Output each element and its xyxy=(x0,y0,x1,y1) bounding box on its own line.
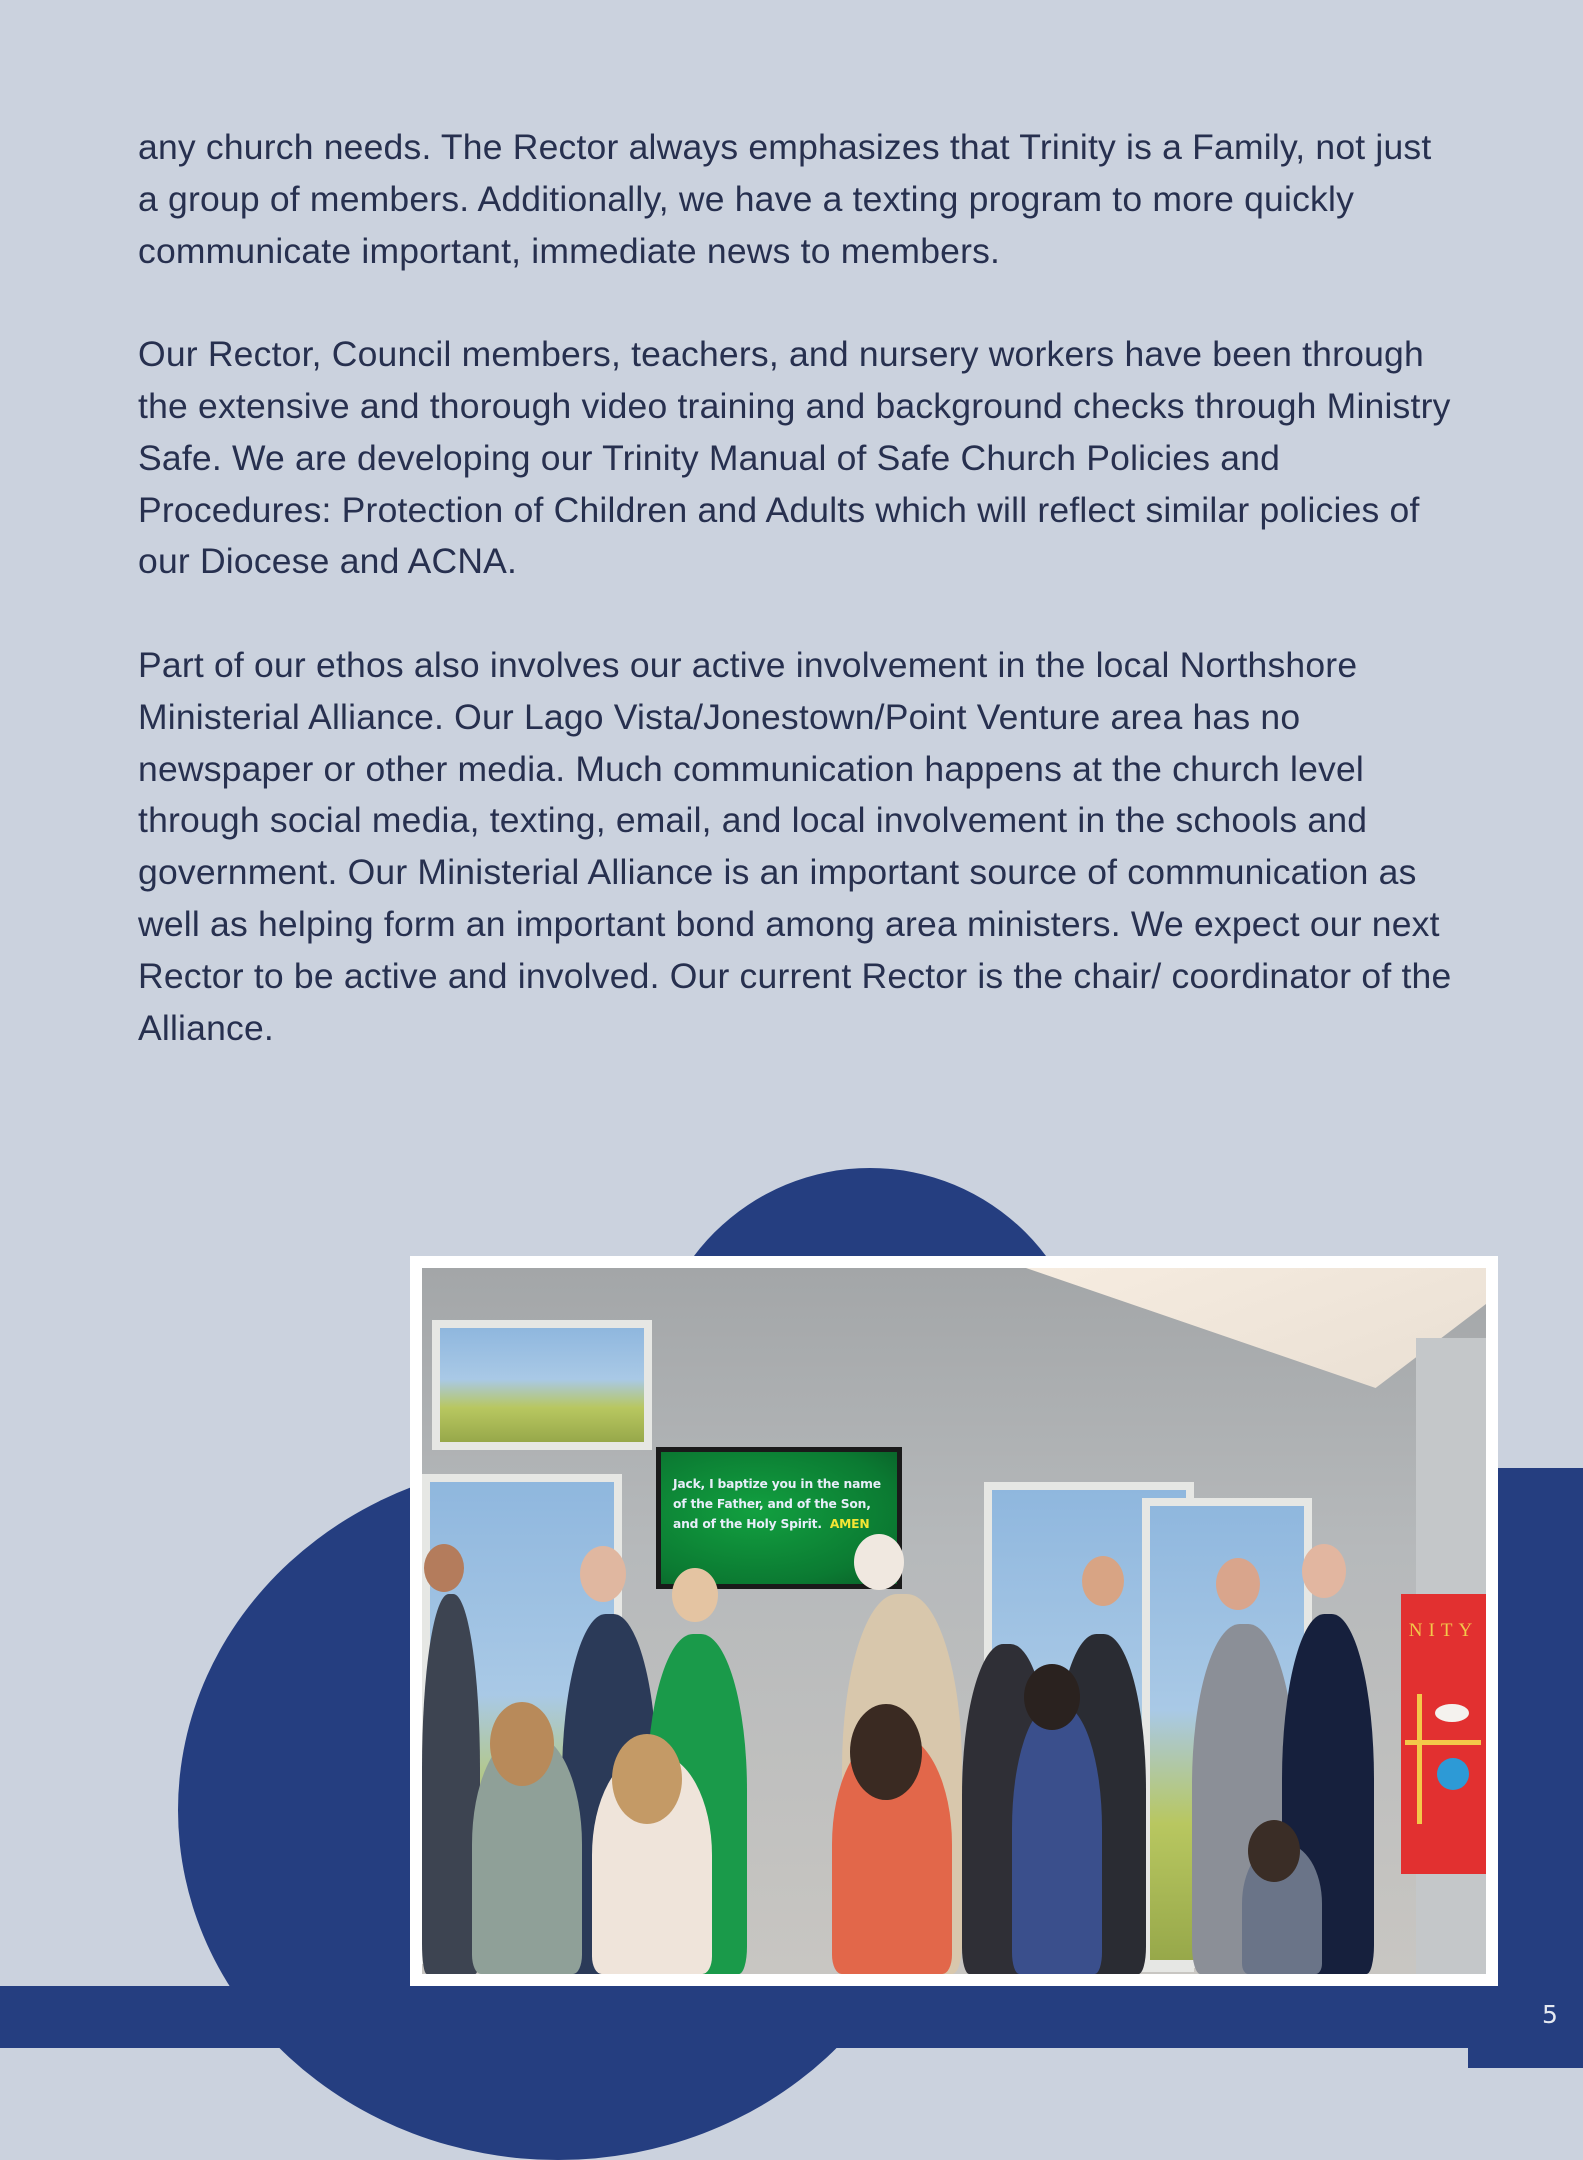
paragraph-ministerial-alliance: Part of our ethos also involves our active involvement in the local Northshore Ministerial Alliance. Our Lago Vista/Jonestown/Point Venture area has no newspaper or other media. Much communication happens at the church level through social media, texting, email, and local involvement in the schools and government. Our Ministerial Alliance is an important source of communication as well as helping form an important bond among area ministers. We expect our next Rector to be active and involved. Our current Rector is the chair/ coordinator of the Alliance. xyxy=(138,644,1452,1048)
paragraph-safe-church: Our Rector, Council members, teachers, and nursery workers have been through the extensive and thorough video training and background checks through Ministry Safe. We are developing our Trinity Manual of Safe Church Policies and Procedures: Protection of Children and Adults which will reflect similar policies of our Diocese and ACNA. xyxy=(138,334,1451,582)
person-head xyxy=(1216,1558,1260,1610)
child-figure xyxy=(1012,1704,1102,1974)
child-head xyxy=(1248,1820,1300,1882)
paragraph-communication: any church needs. The Rector always emphasizes that Trinity is a Family, not just a group of members. Additionally, we have a texting program to more quickly communicate important, immediate news to members. xyxy=(138,127,1432,271)
person-head xyxy=(424,1544,464,1592)
decorative-bottom-band xyxy=(0,1986,1583,2048)
tv-screen-text: Jack, I baptize you in the name of the Father, and of the Son, and of the Holy Spirit. xyxy=(673,1477,881,1531)
body-text xyxy=(138,122,1458,1106)
banner-text: NITY xyxy=(1408,1620,1479,1641)
congregation-figures xyxy=(422,1534,1486,1974)
child-head xyxy=(1024,1664,1080,1730)
person-head xyxy=(672,1568,718,1622)
child-head xyxy=(850,1704,922,1800)
photo-frame xyxy=(410,1256,1498,1986)
page-number: 5 xyxy=(1542,2000,1558,2029)
tv-screen-amen: AMEN xyxy=(829,1517,870,1531)
person-head xyxy=(854,1534,904,1590)
person-head xyxy=(1302,1544,1346,1598)
child-head xyxy=(490,1702,554,1786)
baptism-photo xyxy=(422,1268,1486,1974)
child-head xyxy=(612,1734,682,1824)
person-head xyxy=(580,1546,626,1602)
photo-window xyxy=(432,1320,652,1450)
person-head xyxy=(1082,1556,1124,1606)
